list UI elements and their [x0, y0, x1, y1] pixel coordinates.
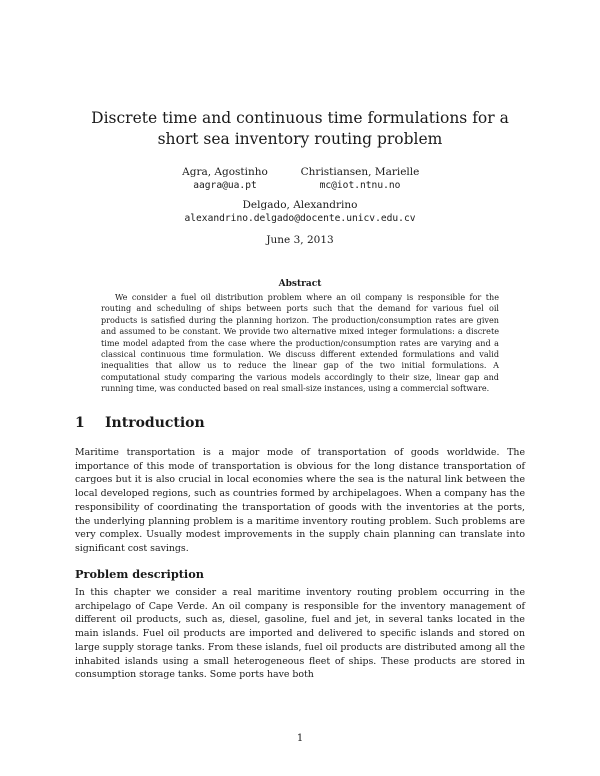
- author-email: aagra@ua.pt: [193, 180, 257, 191]
- subsection-heading: Problem description: [75, 567, 204, 581]
- author-block: [290, 166, 430, 192]
- author-block: [150, 199, 450, 225]
- problem-paragraph: In this chapter we consider a real maritime inventory routing problem occurring in the archipelago of Cape Verde. An oil company is responsible for the inventory management of different oil products, such as, diesel, gasoline, fuel and jet, in several tanks located in the main islands. Fuel oil products are imported and delivered to specific islands and stored on large supply storage tanks. From these islands, fuel oil products are distributed among all the inhabited islands using a small heterogeneous fleet of ships. These products are stored in consumption storage tanks. Some ports have both: [75, 587, 525, 681]
- paper-title: Discrete time and continuous time formulations for a short sea inventory routing problem: [91, 109, 509, 148]
- author-name: Delgado, Alexandrino: [242, 199, 358, 211]
- abstract-text: We consider a fuel oil distribution problem where an oil company is responsible for the routing and scheduling of ships between ports such that the demand for various fuel oil products is satisfied during the planning horizon. The production/consumption rates are given and assumed to be constant. We provide two alternative mixed integer formulations: a discrete time model adapted from the case where the production/consumption rates are varying and a classical continuous time formulation. We discuss different extended formulations and valid inequalities that allow us to reduce the linear gap of the two initial formulations. A computational study comparing the various models accordingly to their size, linear gap and running time, was conducted based on real small-size instances, using a commercial software.: [101, 292, 499, 394]
- section-heading: [75, 415, 205, 431]
- author-name: Christiansen, Marielle: [300, 166, 420, 178]
- author-name: Agra, Agostinho: [182, 166, 268, 178]
- author-block: [170, 166, 280, 192]
- section-title: Introduction: [105, 415, 205, 431]
- author-email: alexandrino.delgado@docente.unicv.edu.cv: [184, 213, 416, 224]
- section-number: 1: [75, 415, 85, 431]
- abstract-heading: Abstract: [278, 279, 322, 289]
- page-number: 1: [296, 733, 304, 744]
- author-email: mc@iot.ntnu.no: [319, 180, 401, 191]
- intro-paragraph: Maritime transportation is a major mode of transportation of goods worldwide. The importance of this mode of transportation is obvious for the long distance transportation of cargoes but it is also crucial in local economies where the sea is the natural link between the local developed regions, such as countries formed by archipelagoes. When a company has the responsibility of coordinating the transportation of goods with the inventories at the ports, the underlying planning problem is a maritime inventory routing problem. Such problems are very complex. Usually modest improvements in the supply chain planning can translate into significant cost savings.: [75, 447, 525, 554]
- paper-date: June 3, 2013: [266, 234, 334, 246]
